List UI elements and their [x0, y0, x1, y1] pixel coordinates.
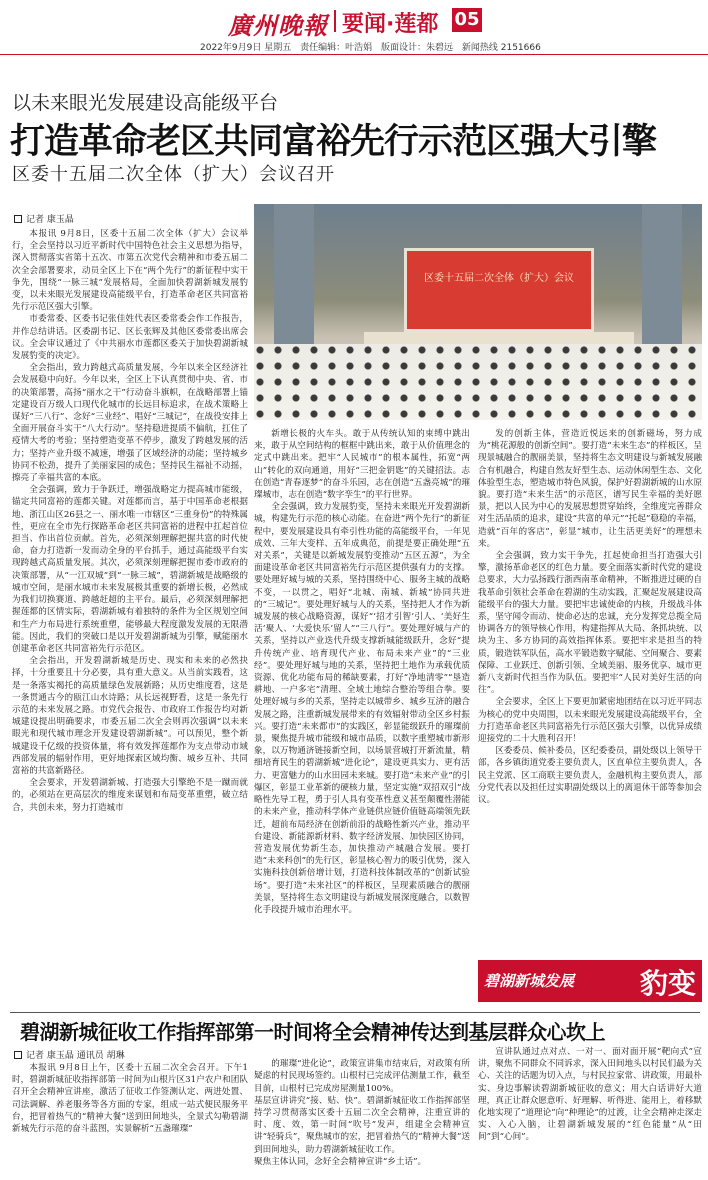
paragraph: 全会要求，开发碧湖新城、打造强大引擎绝不是一蹴而就的，必须站在更高层次的维度来谋划和布局变革重塑，破立结合，共创未来，努力打造城市	[12, 778, 248, 813]
paragraph: 全会强调，致力发展豹变，坚持未来眼光开发碧湖新城，构建先行示范的核心动能。在奋进“两个先行”的新征程中，要发展建设具有牵引性功能的高能级平台，一年见成效、三年大变样、五年成典范，前提是要正确处理“五对关系”，关键是以新城发展豹变推动“五区五源”，为全面建设革命老区共同富裕先行示范区提供强有力的支撑。要处理好城与城的关系，坚持围绕中心、服务主城的战略不变，一以贯之，唱好“北城、南城、新城”协同共进的“三城记”。要处理好城与人的关系，坚持把人才作为新城发展的核心战略资源，谋好“‘招才引智’引人、‘美好生活’聚人、‘大爱快乐’留人”“三八行”。要处理好城与产的关系，坚持以产业迭代升级支撑新城能级跃升，念好“提升传统产业、培育现代产业、布局未来产业”的“三业经”。要处理好城与地的关系，坚持把土地作为承载优质资源、优化功能布局的稀缺要素，打好“净地清零”“垦造耕地、一户多宅”清理、全域土地综合整治等组合拳。要处理好城与乡的关系，坚持走以城带乡、城乡互济的融合发展之路，注重新城发展带来的有效辐射带动全区乡村振兴。要打造“未来都市”的实践区，彰显能级跃升的璀璨前景，聚焦提升城市能级和城市品质，以数字重塑城市新形象，以万物通济链接新空间，以场景营城打开新流量，精细培育民生的碧湖新城“进化论”，建设更具实力、更有活力、更富魅力的山水田园未来城。要打造“未来产业”的引爆区，彰显工业革新的硬核力量，坚定实施“双招双引”战略性先导工程，勇于引人具有变革性意义甚至颠覆性潜能的未来产业，推动科学体产业链供应链价值链高端领先跃迁，超前布局经济在创新前沿的战略性新兴产业，推动平台建设、新能源新材料、数字经济发展、加快园区协同，营造发展优势新生态，加快推动产城融合发展。要打造“未来科创”的先行区，彰显核心智力的吸引优势，深入实施科技创新倍增计划，打造科技体制改革的“创新试验场”。要打造“未来社区”的样板区，呈现素质融合的靓丽美景，坚持将生态文明建设与新城发展深度融合，以数智化手段提升城市治理水平。	[254, 502, 470, 915]
paragraph: 区委委员、候补委员，区纪委委员，副处级以上领导干部，各乡镇街道党委主要负责人，区直单位主要负责人，各民主党派、区工商联主要负责人，金融机构主要负责人，部分党代表以及担任过实职副处级以上的离退休干部等参加会议。	[478, 746, 702, 806]
paragraph: 全会强调，致力于争跃迁，增强战略定力提高城市能级，锚定共同富裕的莲都关键。对莲都而言，基于中国革命老根据地、浙江山区26县之一、丽水唯一市辖区“三重身份”的特殊属性，更应在全市先行探路革命老区共同富裕的进程中扛起首位担当、作出首位贡献。首先，必须深刻理解把握共富的时代使命，奋力打造新一发而动全身的平台抓手，通过高能级平台实现跨越式高质量发展。其次，必须深刻理解把握市委市政府的决策部署，从“一江双城”到“一脉三城”，碧湖新城是战略级的城市空间，是丽水城市未来发展极其重要的新增长极，必然成为我们切换赛道、跨越赶超的主平台。最后，必须深刻理解把握莲都的区情实际，碧湖新城有着独特的条件为全区规划空间和生产力布局进行系统重塑，能够最大程度激发发展的无限潜能。因此，我们的突破口是以开发碧湖新城为引擎，赋能丽水创建革命老区共同富裕先行示范区。	[12, 485, 248, 654]
story2-column-3	[478, 1046, 702, 1158]
issue-date: 2022年9月9日 星期五	[200, 43, 292, 53]
masthead	[0, 0, 708, 56]
masthead-meta	[200, 40, 547, 53]
byline-box-icon	[14, 215, 22, 223]
story2-headline: 碧湖新城征收工作指挥部第一时间将全会精神传达到基层群众心坎上	[20, 1020, 605, 1044]
paragraph: 全会指出，致力跨越式高质量发展，今年以来全区经济社会发展稳中向好。今年以来，全区上下认真贯彻中央、省、市的决策部署，高扬“丽水之干”行动奋斗旗帜，在战略部署上锚定建设百万级人口现代化城市的长远目标追求，在战术策略上谋好“三八行”、念好“三业经”、唱好“三城记”，在战役安排上全面开展奋斗实干“八大行动”。坚持稳进提质不偏航，扛住了疫情大考的考验；坚持塑造变革不停步，激发了跨越发展的活力；坚持产业升级不减速，增强了区域经济的动能；坚持城乡协同不松劲，提升了美丽家园的成色；坚持民生福祉不动摇，擦亮了幸福共富的本底。	[12, 363, 248, 484]
paragraph: 发的创新主体，营造近悦远来的创新磁场，努力成为“桃花源般的创新空间”。要打造“未来生态”的样板区，呈现景城融合的靓丽美景，坚持将生态文明建设与新城发展融合有机融合，构建自然友好型生态、运动休闲型生态、文化体验型生态，塑造城市特色风貌，保护好碧湖新城的山水原貌。要打造“未来生活”的示范区，谱写民生幸福的美好愿景，把以人民为中心的发展思想贯穿始终，全维度完善群众对生活品质的追求，建设“共富的单元”“托起”稳稳的幸福，造就“百年的客店”，彰显“城市，让生活更美好”的理想未来。	[478, 429, 702, 549]
story1-headline: 打造革命老区共同富裕先行示范区强大引擎	[10, 122, 657, 162]
paragraph: 宣讲队通过点对点、一对一、面对面开展“靶向式”宣讲，聚焦不同群众不同诉求，深入田间地头以村民们最为关心、关注的话题为切入点，与村民拉家常、讲政策，用最朴实、身边事解读碧湖新城征收的意义；用大白话讲好大道理，真正让群众愿意听、好理解、听得进、能用上，着移默化地实现了“道理论”向“种理论”的过渡，让全会精神走深走实、入心入脑，让碧湖新城发展的“红色能量”从“田间”到“心间”。	[478, 1047, 702, 1143]
story1-byline: 记者 康玉晶	[14, 212, 74, 225]
meeting-photo	[254, 204, 702, 420]
paragraph: 全会强调，致力实干争先，扛起使命担当打造强大引擎，激扬革命老区的红色力量。要全面落实新时代党的建设总要求，大力弘扬践行浙西南革命精神，不断推进过硬的自我革命引领社会革命在碧湖的生动实践，汇聚起发展建设高能级平台的强大力量。要把牢忠诚使命的内核，升级战斗体系，坚守闻令而动、使命必达的忠诚，充分发挥党总揽全局协调各方的领导核心作用，构建指挥从大局、条抓块统、以块为主、多方协同的高效指挥体系。要把牢求是担当的特质，锻造铁军队伍，高水平锻造数字赋能、空间聚合、要素保障、工业跃迁、创新引领、全域美丽、服务优享、城市更新八支新时代担当作为队伍。要把牢“人民对美好生活的向往”。	[478, 551, 702, 696]
meeting-screen	[404, 248, 594, 332]
meeting-screen-text: 区委十五届二次全体（扩大）会议	[424, 273, 574, 284]
story2-byline: 记者 康玉晶 通讯员 胡琳	[14, 1048, 125, 1061]
story2-column-2	[254, 1046, 470, 1167]
series-ribbon	[478, 960, 702, 1002]
meeting-audience	[254, 344, 702, 420]
meeting-stage	[364, 332, 634, 344]
page-number-badge: 05	[452, 8, 482, 32]
paragraph: 的璀璨“进化论”，政策宣讲集市结束后，对政策有所疑虑的村民现场签约。山根村已完成评估测量工作，截至目前，山根村已完成房屋测量100%。 基层宣讲讲究“接、贴、快”。碧湖新城征收工作指挥部坚持学习贯彻落实区委十五届二次全会精神，注重宣讲的时、度、效，第一时间“吹号”发声，组建全会精神宣讲“轻骑兵”，聚焦城市的宏，把冒着热气的“精神大餐”送到田间地头，助力碧湖新城征收工作。 聚焦主体认同，念好全会精神宣讲“乡土话”。	[254, 1059, 470, 1167]
story-separator	[10, 1012, 700, 1013]
editor-credit: 责任编辑：叶浩娟	[300, 43, 373, 53]
story1-column-1	[12, 228, 248, 956]
masthead-divider	[334, 10, 336, 32]
newspaper-name: 廣州晚報	[228, 11, 328, 40]
story2-column-1	[12, 1062, 248, 1158]
layout-credit: 版面设计：朱碧远	[380, 43, 453, 53]
masthead-rule	[0, 54, 708, 55]
series-ribbon-label: 碧湖新城发展	[484, 972, 575, 990]
news-hotline: 新闻热线 2151666	[461, 43, 541, 53]
story1-column-3	[478, 428, 702, 954]
paragraph: 新增长极的火车头。敢于从传统认知的束缚中跳出来，敢于从空间结构的框框中跳出来，敢于从价值理念的定式中跳出来。把牢“人民城市”的根本属性，拓宽“两山”转化的双向通道，用好“三把金钥匙”的关键招法。志在创造“青春逐梦”的奋斗乐园，志在创造“五盏亮城”的璀璨城市，志在创造“数字孪生”的平行世界。	[254, 429, 470, 501]
paragraph: 本报讯 9月8日，区委十五届二次全体（扩大）会议举行，全会坚持以习近平新时代中国特色社会主义思想为指导，深入贯彻落实省第十五次、市第五次党代会精神和市委五届二次全会部署要求，动员全区上下在“两个先行”的新征程中实干争先，围绕“一脉三城”发展格局，全面加快碧湖新城发展豹变，以未来眼光发展建设高能级平台，打造革命老区共同富裕先行示范区强大引擎。	[12, 229, 248, 313]
paragraph: 全会要求，全区上下要更加紧密地团结在以习近平同志为核心的党中央周围，以未来眼光发展建设高能级平台，全力打造革命老区共同富裕先行示范区强大引擎，以优异成绩迎接党的二十大胜利召开！	[478, 697, 702, 745]
story1-subheadline: 区委十五届二次全体（扩大）会议召开	[12, 164, 335, 185]
paragraph: 本报讯 9月8日上午，区委十五届二次全会召开。下午1时，碧湖新城征收指挥部第一时间为山根片区31户农户和团队召开全会精神宣讲座，激活了征收工作签测认定、两进处置、司法调解、养老服务等各方面的专家，组成一站式便民服务平台，把冒着热气的“精神大餐”送到田间地头，全景式勾勒碧湖新城先行示范的奋斗蓝图，实景解析“五盏璀璨”	[12, 1063, 248, 1135]
paragraph: 市委常委、区委书记张佳姓代表区委常委会作工作报告，并作总结讲话。区委副书记、区长张辉及其他区委常委出席会议。全会审议通过了《中共丽水市莲都区委关于加快碧湖新城发展豹变的决定》。	[12, 314, 248, 362]
byline-box-icon	[14, 1051, 22, 1059]
series-ribbon-big: 豹变	[639, 967, 696, 1000]
section-name: 要闻·莲都	[342, 12, 439, 37]
paragraph: 全会指出，开发碧湖新城是历史、现实和未来的必然抉择，十分重要且十分必要，具有重大意义。从当前实践看，这是一条落实褐托的高质量绿色发展新路；从历史维度看，这是一条贯通古今的瓯江山水诗路；从长远视野看，这是一条先行示范的未来发展之路。市党代会报告、市政府工作报告均对新城建设提出明确要求，市委五届二次全会则再次强调“以未来眼光和现代城市理念开发建设碧湖新城”。可以预见，整个新城建设千亿级的投资体量，将有效发挥莲都作为支点带动市域西部发展的辐射作用，更好地探索区域均衡、城乡互补、共同富裕的共富新路径。	[12, 656, 248, 776]
story1-column-2	[254, 428, 470, 1006]
story1-kicker: 以未来眼光发展建设高能级平台	[12, 92, 279, 114]
